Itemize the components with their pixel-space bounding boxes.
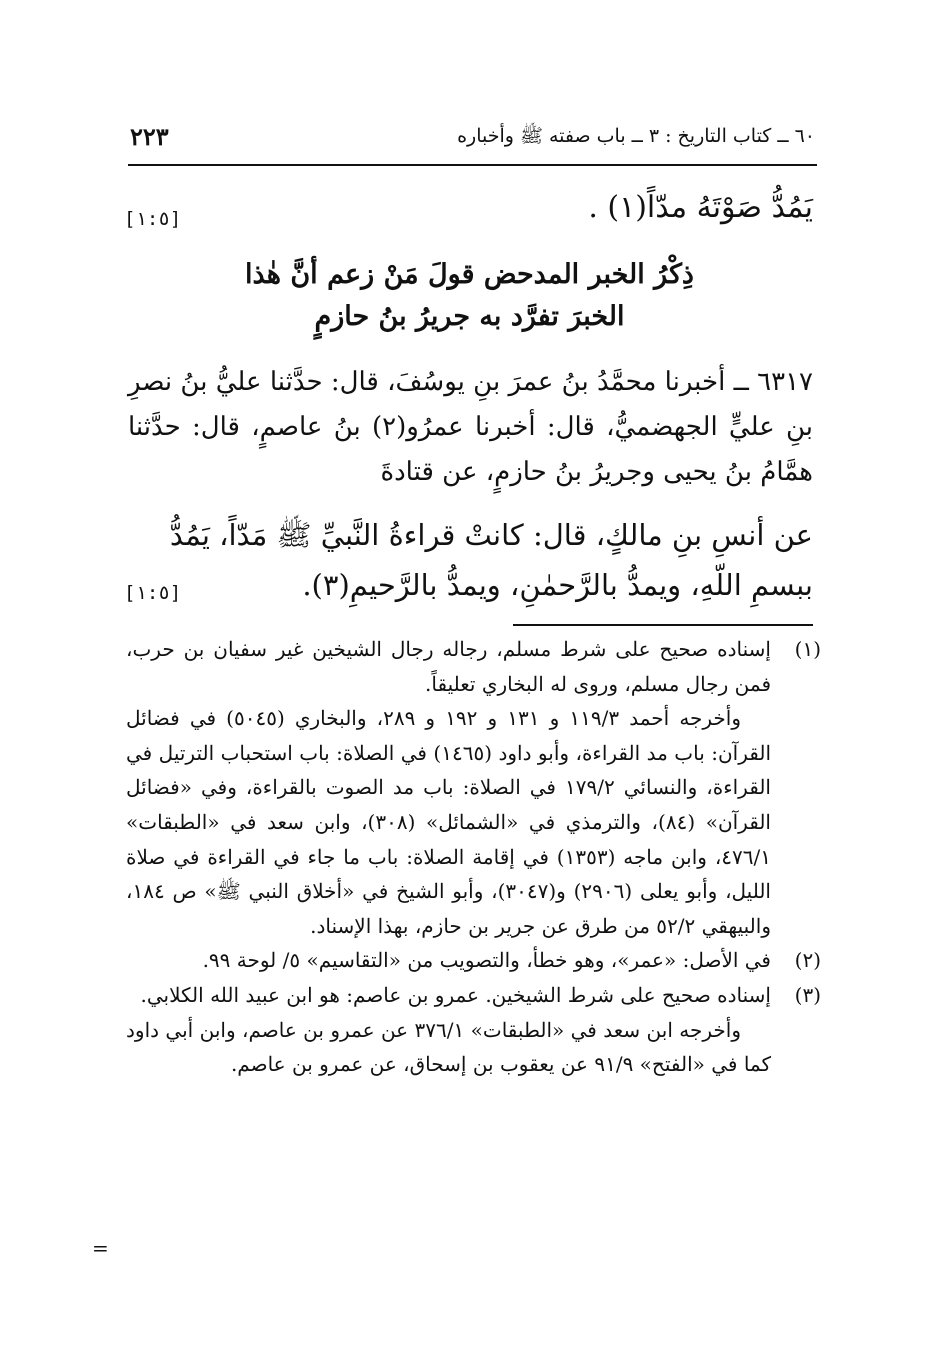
hadith-matn: عن أنسِ بنِ مالكٍ، قال: كانتْ قراءةُ النَّبيِّ ﷺ مَدّاً، يَمُدُّ ببسمِ اللّهِ، ويمدُّ بالرَّحمٰنِ، ويمدُّ بالرَّحيمِ(٣). bbox=[169, 518, 813, 602]
continued-text: يَمُدُّ صَوْتَهُ مدّاً(١) . bbox=[588, 190, 813, 225]
hadith-isnad: ٦٣١٧ ــ أخبرنا محمَّدُ بنُ عمرَ بنِ يوسُفَ، قال: حدَّثنا عليُّ بنُ نصرِ بنِ عليٍّ الجهضميُّ، قال: أخبرنا عمرُو(٢) بنُ عاصمٍ، قال: حدَّثنا همَّامُ بنُ يحيى وجريرُ بنُ حازمٍ، عن قتادةَ bbox=[128, 367, 813, 487]
heading-line: ذِكْرُ الخبر المدحض قولَ مَنْ زعم أنَّ هٰذا bbox=[245, 259, 694, 290]
footnote-number: (٢) bbox=[794, 948, 821, 973]
footnote-paragraph: وأخرجه ابن سعد في «الطبقات» ٣٧٦/١ عن عمرو بن عاصم، وابن أبي داود كما في «الفتح» ٩١/٩ عن يعقوب بن إسحاق، عن عمرو بن عاصم. bbox=[126, 1017, 771, 1077]
footnote bbox=[126, 943, 821, 978]
classification-ref: [١:٥] bbox=[124, 208, 182, 230]
footnote-number: (١) bbox=[794, 637, 821, 661]
heading-line: الخبرَ تفرَّد به جريرُ بنُ حازمٍ bbox=[314, 301, 625, 332]
section-heading bbox=[160, 254, 779, 338]
margin-mark: = bbox=[92, 1236, 109, 1260]
running-header bbox=[130, 120, 815, 162]
footnote-text: إسناده صحيح على شرط مسلم، رجاله رجال الشيخين غير سفيان بن حرب، فمن رجال مسلم، وروى له البخاري تعليقاً. bbox=[126, 637, 771, 696]
footnote-text: إسناده صحيح على شرط الشيخين. عمرو بن عاصم: هو ابن عبيد الله الكلابي. bbox=[140, 982, 771, 1007]
footnotes bbox=[126, 632, 821, 1082]
chapter-title: ٦٠ ــ كتاب التاريخ : ٣ ــ باب صفته ﷺ وأخباره bbox=[457, 125, 815, 147]
footnote-number: (٣) bbox=[794, 982, 821, 1007]
footnote-paragraph: وأخرجه أحمد ١١٩/٣ و ١٣١ و ١٩٢ و ٢٨٩، والبخاري (٥٠٤٥) في فضائل القرآن: باب مد القراءة، وأبو داود (١٤٦٥) في الصلاة: باب استحباب الترتيل في القراءة، والنسائي ١٧٩/٢ في الصلاة: باب مد الصوت بالقراءة، وفي «فضائل القرآن» (٨٤)، والترمذي في «الشمائل» (٣٠٨)، وابن سعد في «الطبقات» ٤٧٦/١، وابن ماجه (١٣٥٣) في إقامة الصلاة: باب ما جاء في القراءة في صلاة الليل، وأبو يعلى (٢٩٠٦) و(٣٠٤٧)، وأبو الشيخ في «أخلاق النبي ﷺ» ص ١٨٤، والبيهقي ٥٢/٢ من طرق عن جرير بن حازم، بهذا الإسناد. bbox=[126, 706, 771, 938]
footnote-text: في الأصل: «عمر»، وهو خطأ، والتصويب من «التقاسيم» ٥/ لوحة ٩٩. bbox=[202, 948, 771, 973]
footnote-rule bbox=[513, 624, 813, 626]
footnote bbox=[126, 978, 821, 1013]
classification-ref: [١:٥] bbox=[124, 582, 182, 604]
header-rule bbox=[128, 164, 817, 166]
footnote bbox=[126, 632, 821, 701]
page-number: ٢٢٣ bbox=[130, 122, 169, 151]
